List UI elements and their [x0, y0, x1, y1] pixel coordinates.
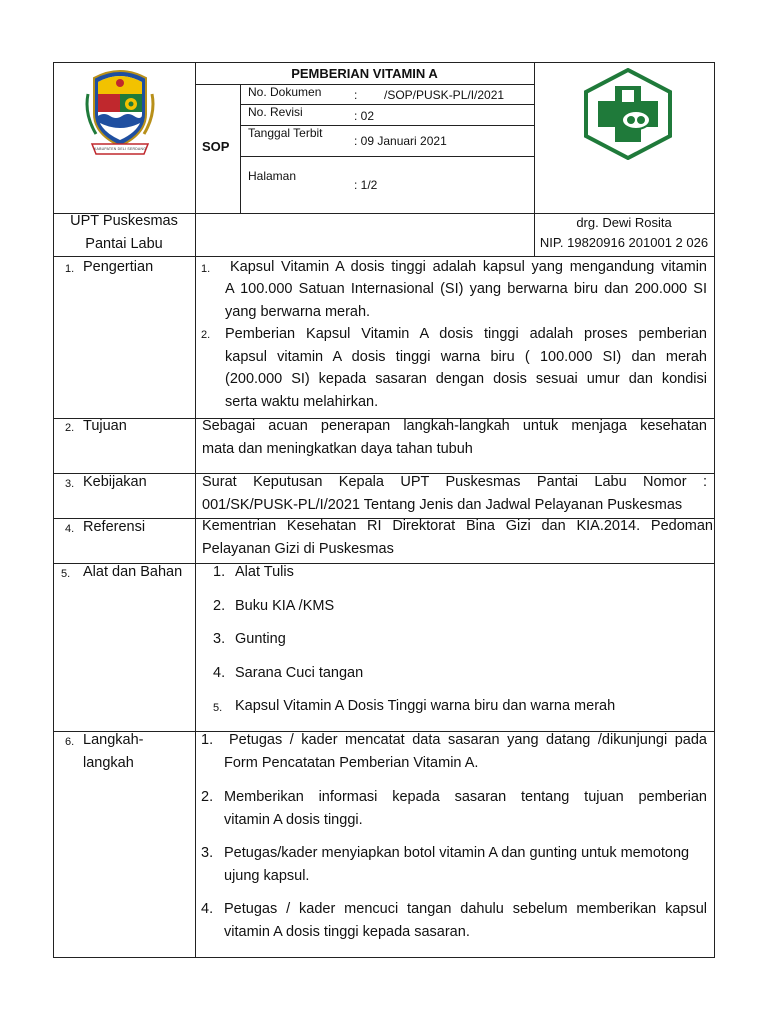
- section-title: Pengertian: [83, 259, 154, 275]
- section-text: [202, 515, 713, 560]
- section-title-line1: Langkah-: [83, 732, 144, 748]
- signer-name: drg. Dewi Rosita: [576, 215, 672, 230]
- list-item-text: Sarana Cuci tangan: [235, 665, 364, 681]
- section-text: [202, 471, 707, 516]
- text-line: Pemberian Kapsul Vitamin A dosis tinggi adalah proses pemberian: [225, 326, 707, 342]
- text-line: Kapsul Vitamin A dosis tinggi adalah kapsul yang mengandung vitamin: [230, 259, 707, 275]
- text-line: Pelayanan Gizi di Puskesmas: [202, 540, 394, 557]
- list-item-number: 1.: [201, 263, 211, 275]
- text-line: (200.000 SI) kepada sasaran dengan dosis sesuai umur dan kondisi: [225, 371, 707, 388]
- list-item-text: [225, 278, 707, 323]
- text-line: vitamin A dosis tinggi.: [224, 811, 363, 828]
- org-name-line1: UPT Puskesmas: [70, 213, 178, 229]
- text-line: Kementrian Kesehatan RI Direktorat Bina Gizi dan KIA.2014. Pedoman: [202, 518, 713, 534]
- text-line: Petugas / kader mencatat data sasaran yang datang /dikunjungi pada: [229, 732, 707, 748]
- list-item-text: [229, 256, 707, 279]
- list-item-text: [224, 752, 707, 775]
- document-title: PEMBERIAN VITAMIN A: [291, 66, 438, 81]
- puskesmas-cross-icon: [582, 68, 674, 160]
- text-line: Memberikan informasi kepada sasaran tentang tujuan pemberian: [224, 789, 707, 805]
- list-item-number: 3.: [213, 631, 226, 647]
- list-item-text: [224, 898, 707, 943]
- list-item-text: Kapsul Vitamin A Dosis Tinggi warna biru dan warna merah: [235, 698, 616, 714]
- text-line: Surat Keputusan Kepala UPT Puskesmas Pantai Labu Nomor :: [202, 474, 707, 490]
- text-line: Petugas / kader mencuci tangan dahulu sebelum memberikan kapsul: [224, 901, 707, 917]
- sop-label: SOP: [202, 139, 230, 154]
- section-number: 6.: [65, 736, 75, 748]
- text-line: mata dan meningkatkan daya tahan tubuh: [202, 440, 473, 457]
- list-item-number: 1.: [213, 564, 226, 580]
- field-label-no-revisi: No. Revisi: [248, 105, 303, 119]
- regency-logo: [80, 64, 160, 162]
- list-item-text: [224, 786, 707, 831]
- text-line: 001/SK/PUSK-PL/I/2021 Tentang Jenis dan Jadwal Pelayanan Puskesmas: [202, 496, 683, 513]
- section-number: 2.: [65, 422, 75, 434]
- section-title: Referensi: [83, 519, 146, 535]
- field-sep-no-dokumen: :: [354, 88, 358, 102]
- list-item-number: 3.: [201, 845, 214, 861]
- section-text: [202, 415, 707, 460]
- text-line: Form Pencatatan Pemberian Vitamin A.: [224, 755, 479, 771]
- text-line: yang berwarna merah.: [225, 303, 371, 320]
- text-line: Petugas/kader menyiapkan botol vitamin A dan gunting untuk memotong: [224, 845, 690, 861]
- field-value-tanggal-terbit: : 09 Januari 2021: [354, 134, 447, 148]
- section-number: 5.: [61, 568, 71, 580]
- list-item-number: 2.: [213, 598, 226, 614]
- list-item-text: [229, 729, 707, 752]
- text-line: Sebagai acuan penerapan langkah-langkah untuk menjaga kesehatan: [202, 418, 707, 434]
- list-item-number: 4.: [213, 665, 226, 681]
- list-item-text: Gunting: [235, 631, 286, 647]
- field-value-no-dokumen: /SOP/PUSK-PL/I/2021: [384, 88, 505, 102]
- list-item-text: Buku KIA /KMS: [235, 598, 335, 614]
- signer-nip: NIP. 19820916 201001 2 026: [539, 235, 709, 250]
- field-value-halaman: : 1/2: [354, 178, 378, 192]
- list-item-text: Alat Tulis: [235, 564, 294, 580]
- section-number: 1.: [65, 263, 75, 275]
- section-title: Tujuan: [83, 418, 127, 434]
- list-item-number: 4.: [201, 901, 214, 917]
- section-title: Alat dan Bahan: [83, 564, 183, 580]
- field-label-halaman: Halaman: [248, 169, 297, 183]
- list-item-text: [224, 842, 707, 887]
- text-line: serta waktu melahirkan.: [225, 393, 379, 410]
- org-name-line2: Pantai Labu: [85, 236, 163, 252]
- text-line: A 100.000 Satuan Internasional (SI) yang berwarna biru dan 200.000 SI: [225, 281, 707, 297]
- list-item-number: 2.: [201, 329, 211, 341]
- field-value-no-revisi: : 02: [354, 109, 375, 123]
- section-number: 3.: [65, 478, 75, 490]
- section-number: 4.: [65, 523, 75, 535]
- section-title: Kebijakan: [83, 474, 147, 490]
- list-item-number: 1.: [201, 732, 214, 748]
- list-item-number: 2.: [201, 789, 214, 805]
- section-title-line2: langkah: [83, 755, 134, 771]
- text-line: kapsul vitamin A dosis tinggi warna biru ( 100.000 SI) dan merah: [225, 348, 707, 365]
- list-item-number: 5.: [213, 702, 223, 714]
- regency-logo-text: KABUPATEN DELI SERDANG: [94, 147, 147, 151]
- text-line: vitamin A dosis tinggi kepada sasaran.: [224, 923, 470, 940]
- list-item-text: [225, 323, 707, 413]
- puskesmas-logo: [582, 68, 674, 160]
- field-label-no-dokumen: No. Dokumen: [248, 85, 322, 99]
- field-label-tanggal-terbit: Tanggal Terbit: [248, 126, 323, 140]
- text-line: ujung kapsul.: [224, 867, 310, 884]
